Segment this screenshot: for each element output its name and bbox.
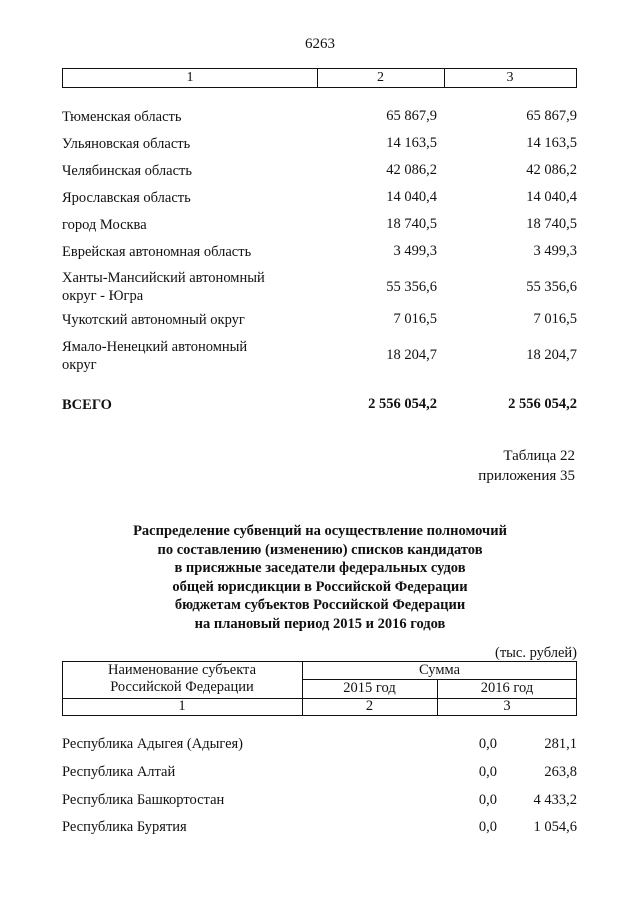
value-2016: 1 054,6 <box>533 819 577 835</box>
column-number-1: 1 <box>186 70 194 85</box>
column-number-3: 3 <box>503 698 511 714</box>
table-number: Таблица 22 <box>503 448 575 464</box>
region-name: Еврейская автономная область <box>62 244 252 260</box>
name-header-line1: Наименование субъекта <box>107 662 257 678</box>
region-name: город Москва <box>62 217 147 233</box>
value-2016: 263,8 <box>544 764 577 780</box>
value-2015: 14 163,5 <box>386 135 437 151</box>
region-name: Ханты-Мансийский автономный округ - Югра <box>62 270 265 304</box>
region-name: Ярославская область <box>62 190 191 206</box>
value-2015: 0,0 <box>478 764 497 780</box>
value-2015: 3 499,3 <box>393 243 437 259</box>
name-header-line2: Российской Федерации <box>110 679 254 695</box>
value-2016: 7 016,5 <box>533 311 577 327</box>
value-2016: 18 204,7 <box>526 347 577 363</box>
border <box>62 715 577 716</box>
region-name: Чукотский автономный округ <box>62 312 245 328</box>
title-line: в присяжные заседатели федеральных судов <box>174 560 466 576</box>
value-2016: 42 086,2 <box>526 162 577 178</box>
total-2015: 2 556 054,2 <box>368 396 437 412</box>
value-2016: 3 499,3 <box>533 243 577 259</box>
value-2016: 14 040,4 <box>526 189 577 205</box>
title-line: Распределение субвенций на осуществление полномочий <box>133 523 507 539</box>
value-2016: 65 867,9 <box>526 108 577 124</box>
year-2016-header: 2016 год <box>480 680 534 696</box>
region-name: Челябинская область <box>62 163 192 179</box>
year-2015-header: 2015 год <box>343 680 396 696</box>
region-name: Республика Алтай <box>62 764 176 780</box>
column-number-2: 2 <box>365 698 374 714</box>
value-2016: 4 433,2 <box>533 792 577 808</box>
appendix-number: приложения 35 <box>478 468 575 484</box>
value-2016: 18 740,5 <box>526 216 577 232</box>
title-line: общей юрисдикции в Российской Федерации <box>172 578 468 595</box>
column-number-1: 1 <box>178 698 186 714</box>
region-name: Ямало-Ненецкий автономный округ <box>62 339 248 373</box>
total-2016: 2 556 054,2 <box>508 396 577 412</box>
value-2015: 18 740,5 <box>386 216 437 232</box>
region-name: Тюменская область <box>62 109 182 125</box>
page-number: 6263 <box>305 36 335 52</box>
column-number-2: 2 <box>377 70 384 85</box>
title-line: на плановый период 2015 и 2016 годов <box>194 615 446 632</box>
table-reference <box>478 446 575 486</box>
total-label: ВСЕГО <box>62 397 112 413</box>
value-2015: 0,0 <box>478 736 497 752</box>
value-2015: 18 204,7 <box>386 347 437 363</box>
units-label: (тыс. рублей) <box>495 645 577 661</box>
value-2016: 14 163,5 <box>526 135 577 151</box>
value-2015: 0,0 <box>478 819 497 835</box>
region-name: Республика Башкортостан <box>62 792 225 808</box>
value-2015: 65 867,9 <box>386 108 437 124</box>
region-name: Республика Бурятия <box>62 819 187 835</box>
value-2015: 14 040,4 <box>386 189 437 205</box>
title-line: бюджетам субъектов Российской Федерации <box>174 597 466 613</box>
table2-header <box>62 661 577 716</box>
column-number-header <box>62 68 577 88</box>
value-2015: 7 016,5 <box>393 311 437 327</box>
value-2016: 55 356,6 <box>526 279 577 295</box>
sum-header: Сумма <box>418 662 461 678</box>
name-column-header <box>62 662 302 696</box>
value-2015: 0,0 <box>478 792 497 808</box>
value-2016: 281,1 <box>544 736 577 752</box>
column-number-3: 3 <box>506 70 514 85</box>
value-2015: 42 086,2 <box>386 162 437 178</box>
table-title <box>0 522 640 633</box>
title-line: по составлению (изменению) списков кандидатов <box>157 541 483 558</box>
region-name: Республика Адыгея (Адыгея) <box>62 736 244 752</box>
value-2015: 55 356,6 <box>386 279 437 295</box>
region-name: Ульяновская область <box>62 136 191 152</box>
